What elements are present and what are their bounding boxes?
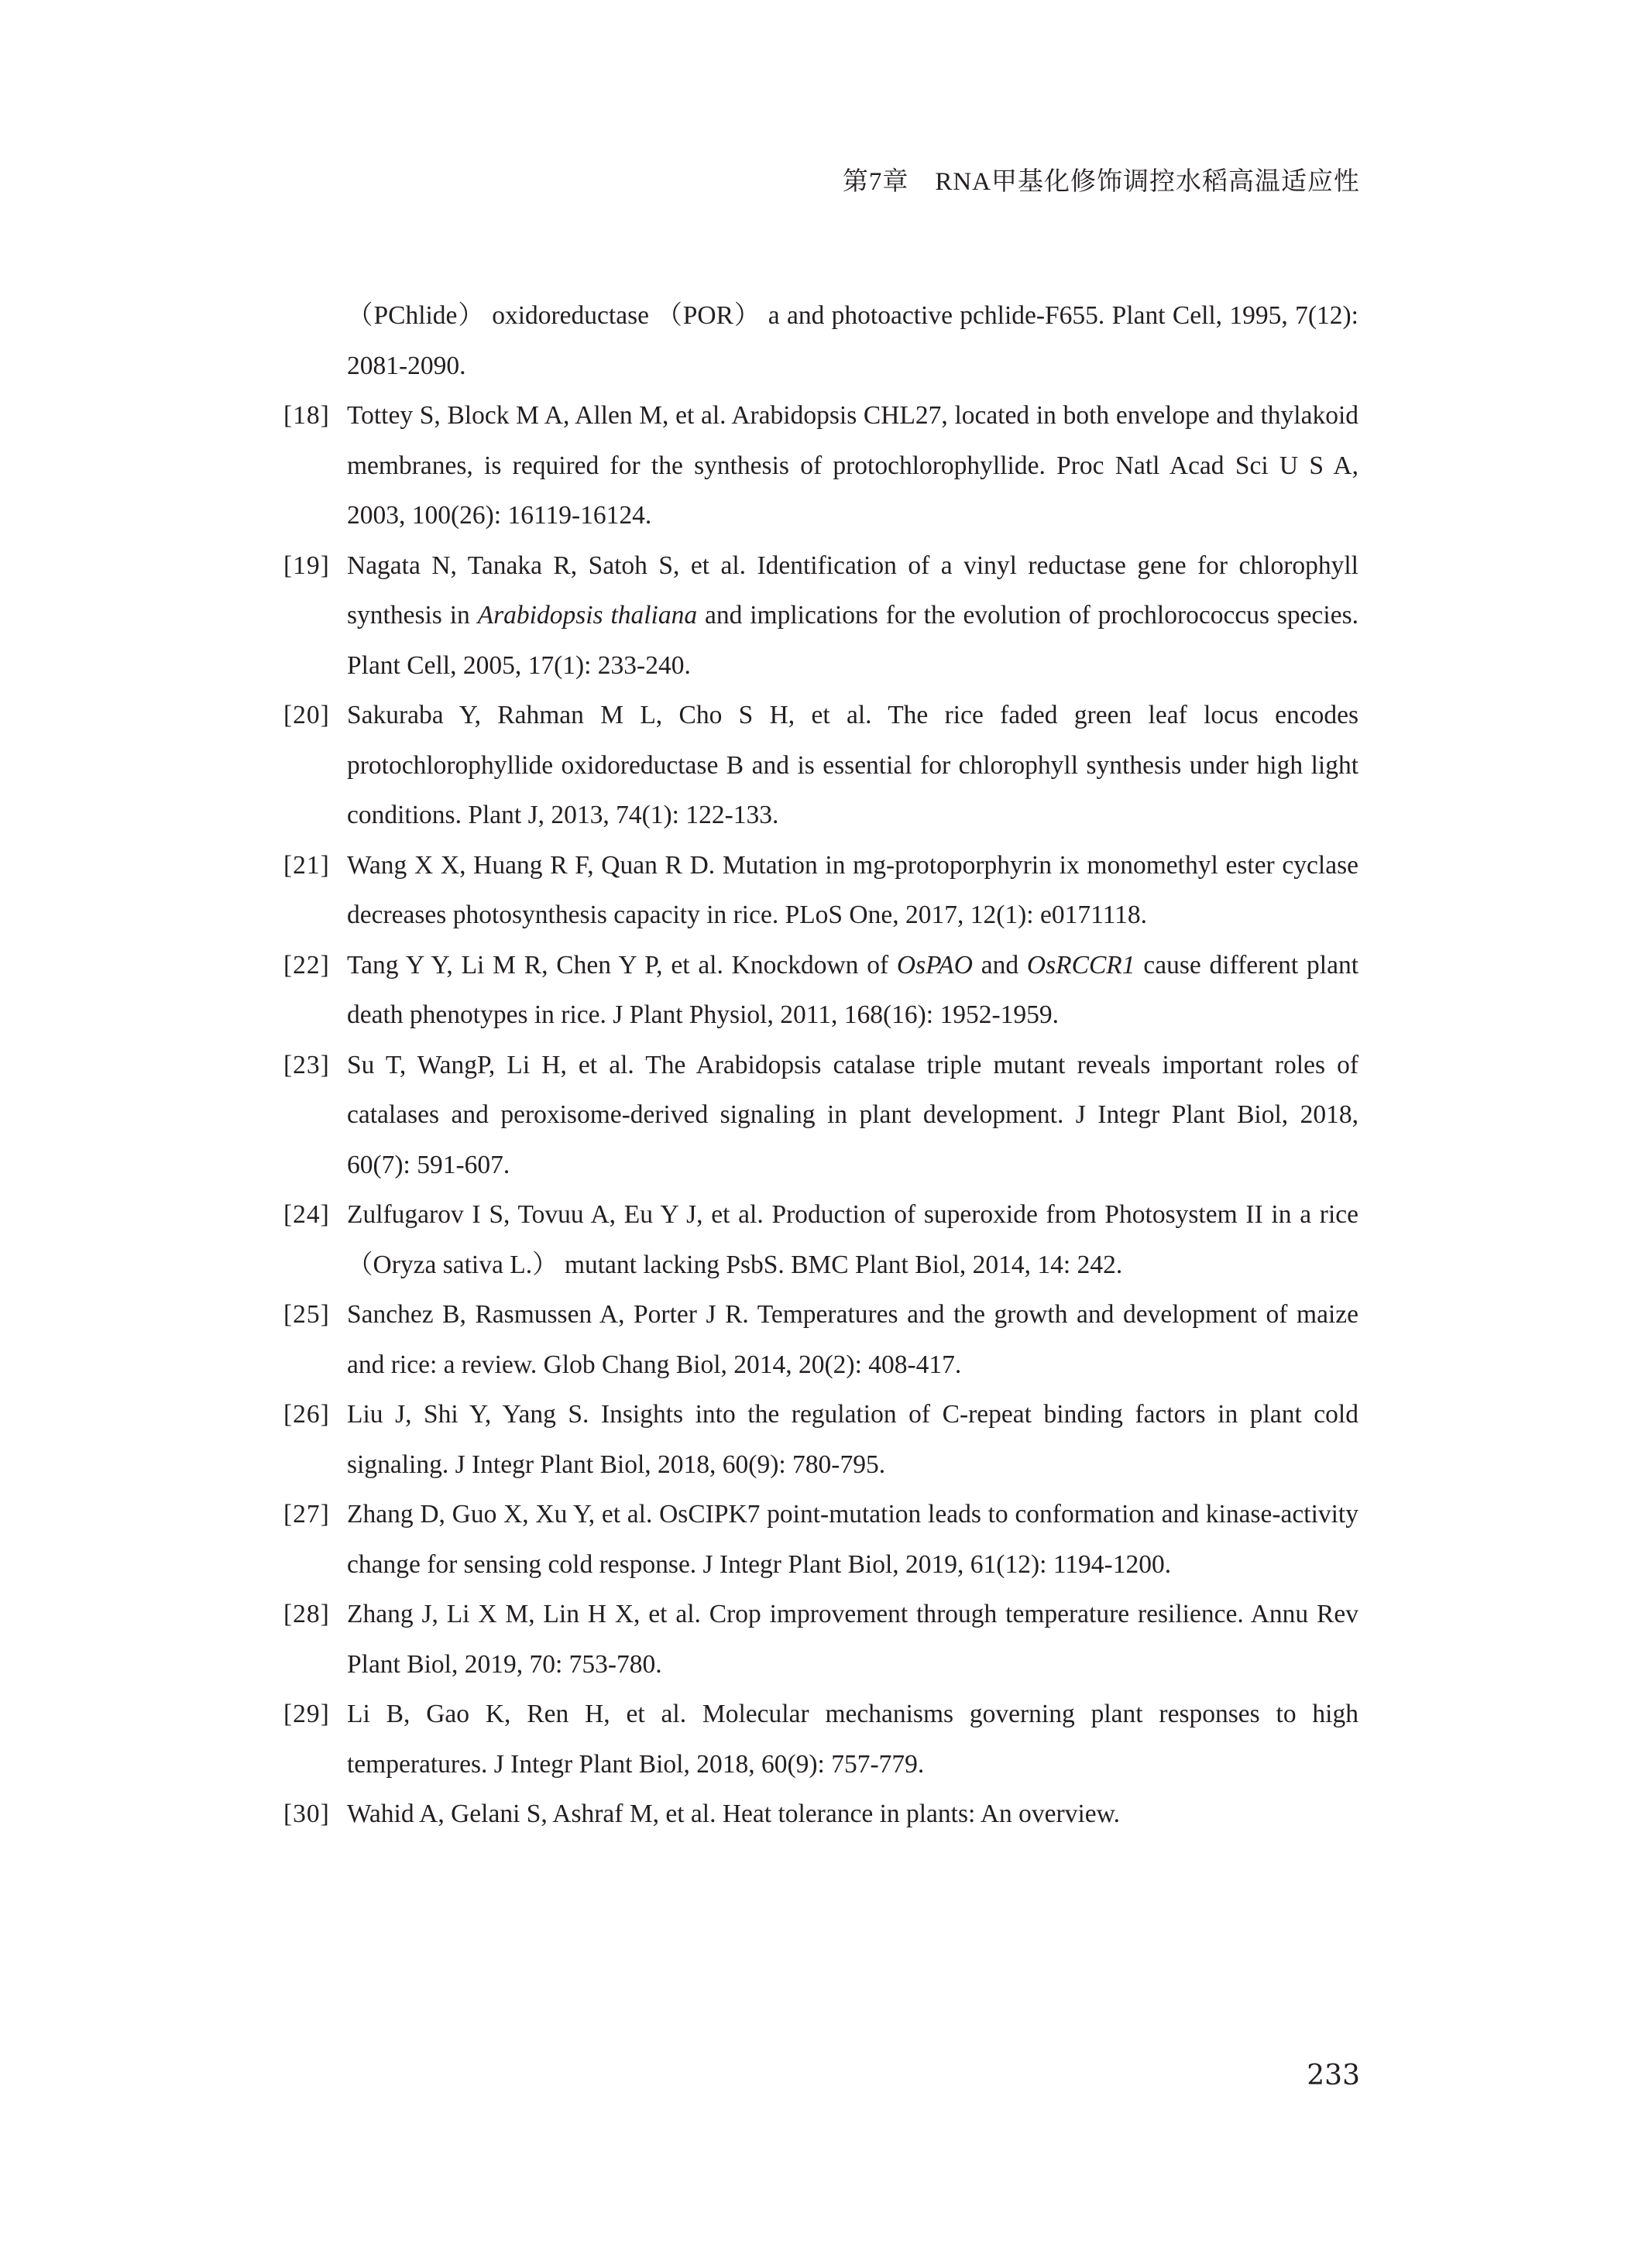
reference-item <box>283 1041 1358 1191</box>
text-run: Zhang J, Li X M, Lin H X, et al. Crop improvement through temperature resilience. Annu Rev Plant Biol, 2019, 70: 753-780. <box>347 1600 1358 1679</box>
text-run: Wang X X, Huang R F, Quan R D. Mutation in mg-protoporphyrin ix monomethyl ester cyclase decreases photosynthesis capacity in rice. PLoS One, 2017, 12(1): e0171118. <box>347 850 1358 929</box>
text-run: Nagata N, Tanaka R, Satoh S, et al. Identification of a vinyl reductase gene for chlorophyll synthesis in <box>347 551 1358 630</box>
reference-item <box>283 1490 1358 1590</box>
reference-item <box>283 1590 1358 1690</box>
reference-number: [20] <box>283 701 330 729</box>
reference-item <box>283 391 1358 541</box>
reference-item <box>283 541 1358 691</box>
text-run: Tang Y Y, Li M R, Chen Y P, et al. Knockdown of <box>347 950 897 980</box>
page-number: 233 <box>1307 2060 1360 2091</box>
reference-number: [18] <box>283 401 330 430</box>
reference-text <box>347 1800 1120 1828</box>
reference-text <box>347 1700 1358 1779</box>
reference-number: [27] <box>283 1500 330 1529</box>
reference-number: [19] <box>283 551 330 580</box>
reference-item <box>283 1190 1358 1290</box>
text-run: Liu J, Shi Y, Yang S. Insights into the regulation of C-repeat binding factors in plant cold signaling. J Integr Plant Biol, 2018, 60(9): 780-795. <box>347 1400 1358 1479</box>
reference-number: [29] <box>283 1700 330 1728</box>
reference-item <box>283 1690 1358 1789</box>
reference-item <box>283 1290 1358 1390</box>
reference-item <box>283 691 1358 841</box>
reference-text <box>347 701 1358 829</box>
text-run: Su T, WangP, Li H, et al. The Arabidopsis catalase triple mutant reveals important roles of catalases and peroxisome-derived signaling in plant development. J Integr Plant Biol, 2018, 60(7): 591-607. <box>347 1050 1358 1179</box>
reference-number: [21] <box>283 850 330 880</box>
text-run: Li B, Gao K, Ren H, et al. Molecular mechanisms governing plant responses to high temperatures. J Integr Plant Biol, 2018, 60(9): 757-779. <box>347 1700 1358 1779</box>
reference-item <box>283 1390 1358 1490</box>
reference-text <box>347 951 1358 1030</box>
reference-text <box>347 1051 1358 1179</box>
text-run: （PChlide） oxidoreductase （POR） a and photoactive pchlide-F655. Plant Cell, 1995, 7(12): 2081-2090. <box>347 301 1358 380</box>
reference-number: [24] <box>283 1200 330 1229</box>
reference-list <box>283 291 1358 1840</box>
text-run: cause different plant death phenotypes in rice. J Plant Physiol, 2011, 168(16): 1952-1959. <box>347 950 1359 1029</box>
text-run: Wahid A, Gelani S, Ashraf M, et al. Heat tolerance in plants: An overview. <box>347 1800 1121 1828</box>
reference-number: [28] <box>283 1600 330 1628</box>
text-run: Zhang D, Guo X, Xu Y, et al. OsCIPK7 point-mutation leads to conformation and kinase-activity change for sensing cold response. J Integr Plant Biol, 2019, 61(12): 1194-1200. <box>347 1500 1358 1579</box>
reference-item <box>283 841 1358 941</box>
reference-text <box>347 1400 1358 1479</box>
text-run: Sakuraba Y, Rahman M L, Cho S H, et al. The rice faded green leaf locus encodes protochlorophyllide oxidoreductase B and is essential for chlorophyll synthesis under high light conditions. Plant J, 2013, 74(1): 122-133. <box>347 701 1358 829</box>
reference-item <box>283 941 1358 1041</box>
reference-number: [22] <box>283 950 330 980</box>
reference-text <box>347 1200 1358 1279</box>
text-run: and <box>972 950 1027 980</box>
reference-text <box>347 1600 1358 1679</box>
reference-text <box>347 851 1358 930</box>
italic-term: OsRCCR1 <box>1026 950 1135 980</box>
text-run: and implications for the evolution of prochlorococcus species. Plant Cell, 2005, 17(1): 233-240. <box>347 601 1358 680</box>
reference-continuation <box>283 291 1358 391</box>
text-run: Sanchez B, Rasmussen A, Porter J R. Temperatures and the growth and development of maize and rice: a review. Glob Chang Biol, 2014, 20(2): 408-417. <box>347 1300 1358 1379</box>
chapter-title: RNA甲基化修饰调控水稻高温适应性 <box>935 168 1360 196</box>
running-header <box>843 161 1360 197</box>
reference-text <box>347 551 1358 680</box>
reference-item <box>283 1789 1358 1840</box>
italic-term: OsPAO <box>896 950 973 980</box>
reference-text <box>347 1500 1358 1579</box>
reference-text <box>347 301 1358 380</box>
reference-number: [26] <box>283 1400 330 1429</box>
reference-text <box>347 401 1358 530</box>
reference-number: [23] <box>283 1050 330 1079</box>
chapter-label: 第7章 <box>842 168 909 196</box>
reference-number: [30] <box>283 1800 330 1828</box>
text-run: Tottey S, Block M A, Allen M, et al. Arabidopsis CHL27, located in both envelope and thylakoid membranes, is required for the synthesis of protochlorophyllide. Proc Natl Acad Sci U S A, 2003, 100(26): 16119-16124. <box>347 401 1358 530</box>
italic-term: Arabidopsis thaliana <box>477 601 698 630</box>
reference-text <box>347 1300 1358 1379</box>
reference-number: [25] <box>283 1300 330 1329</box>
text-run: Zulfugarov I S, Tovuu A, Eu Y J, et al. Production of superoxide from Photosystem II in a rice （Oryza sativa L.） mutant lacking PsbS. BMC Plant Biol, 2014, 14: 242. <box>347 1200 1358 1279</box>
